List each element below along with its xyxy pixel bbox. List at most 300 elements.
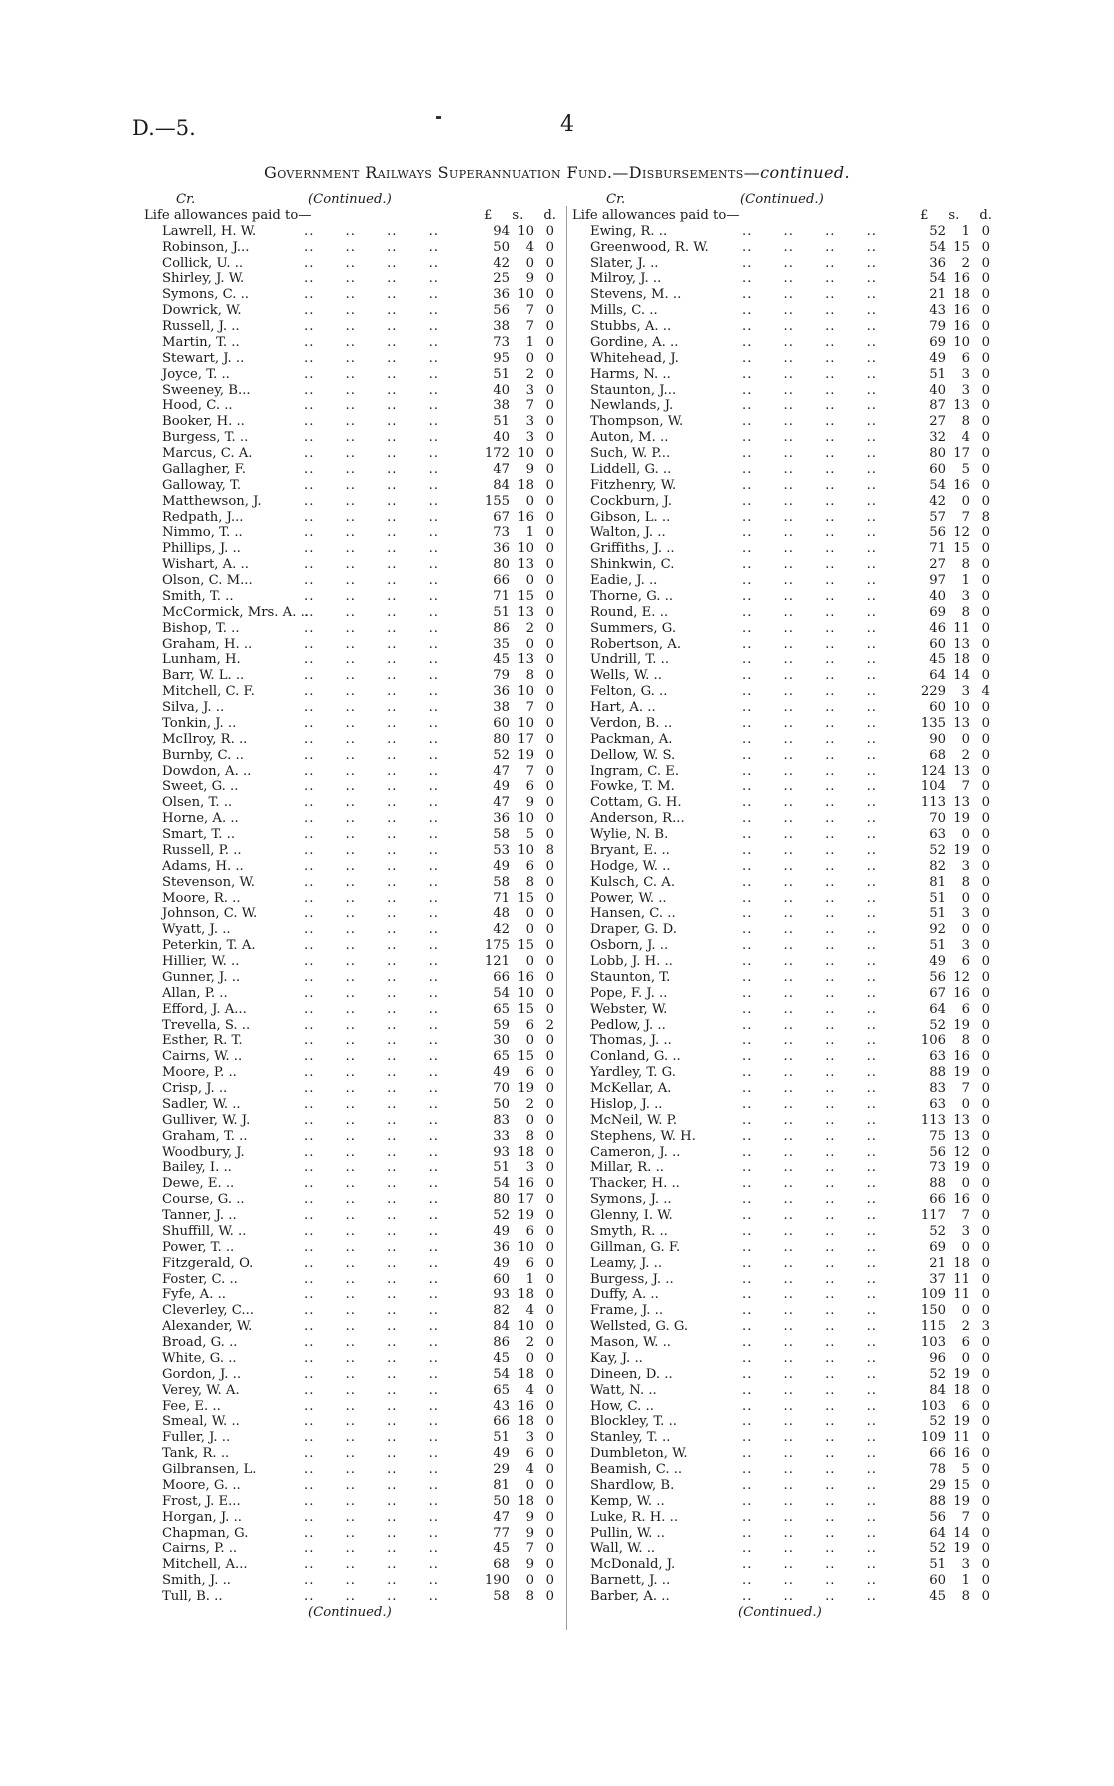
- payee-name: Barr, W. L. ..: [162, 668, 245, 684]
- leader-dots: .. .. .. ..: [304, 1065, 439, 1081]
- title-continued: continued.: [760, 163, 850, 182]
- table-row: [144, 1160, 564, 1176]
- allowance-list: [572, 224, 996, 1605]
- amount-pounds: 80: [929, 446, 946, 461]
- table-row: [572, 1430, 996, 1446]
- amount-pence: 0: [545, 446, 554, 461]
- amount-pence: 0: [545, 715, 554, 731]
- leader-dots: .. .. .. ..: [304, 938, 439, 954]
- amount-pounds: 80: [493, 731, 510, 747]
- amount-pence: 2: [545, 1017, 554, 1033]
- leader-dots: .. .. .. ..: [742, 1128, 877, 1144]
- amount-shillings: 16: [953, 303, 970, 319]
- table-row: [144, 811, 564, 827]
- amount-pounds: 86: [493, 1335, 510, 1350]
- amount-shillings: 15: [517, 890, 534, 906]
- amount-pounds: 87: [929, 398, 946, 414]
- table-row: [144, 891, 564, 907]
- amount-pence: 0: [545, 1589, 554, 1604]
- leader-dots: .. .. .. ..: [742, 398, 877, 414]
- table-row: [144, 1018, 564, 1034]
- table-row: [144, 1081, 564, 1097]
- table-row: [144, 462, 564, 478]
- leader-dots: .. .. .. ..: [304, 763, 439, 779]
- amount-pence: 0: [545, 493, 554, 509]
- payee-name: Verey, W. A.: [162, 1382, 240, 1398]
- payee-name: Olson, C. M...: [162, 573, 253, 588]
- table-row: [572, 462, 996, 478]
- amount-pounds: 51: [929, 938, 946, 954]
- table-row: [144, 573, 564, 589]
- payee-name: Mitchell, C. F.: [162, 684, 255, 700]
- amount-pounds: 69: [929, 1239, 946, 1255]
- amount-pounds: 36: [929, 255, 946, 271]
- leader-dots: .. .. .. ..: [742, 1303, 877, 1319]
- payee-name: Pedlow, J. ..: [590, 1017, 666, 1033]
- amount-shillings: 0: [525, 922, 534, 938]
- payee-name: Graham, H. ..: [162, 636, 253, 652]
- amount-shillings: 6: [525, 779, 534, 795]
- table-row: [572, 684, 996, 700]
- amount-shillings: 2: [525, 1335, 534, 1350]
- amount-shillings: 18: [517, 1493, 534, 1509]
- amount-pounds: 121: [484, 954, 510, 969]
- leader-dots: .. .. .. ..: [304, 1017, 439, 1033]
- table-row: [144, 1065, 564, 1081]
- payee-name: Gulliver, W. J.: [162, 1112, 251, 1128]
- table-row: [144, 621, 564, 637]
- leader-dots: .. .. .. ..: [304, 1462, 439, 1477]
- payee-name: Gunner, J. ..: [162, 969, 241, 985]
- table-row: [572, 1081, 996, 1097]
- amount-pounds: 40: [493, 430, 510, 446]
- payee-name: Course, G. ..: [162, 1192, 245, 1208]
- leader-dots: .. .. .. ..: [304, 811, 439, 827]
- amount-pounds: 38: [493, 398, 510, 414]
- table-row: [144, 1272, 564, 1288]
- continued-footer: (Continued.): [308, 1604, 392, 1620]
- amount-shillings: 7: [525, 319, 534, 334]
- amount-pence: 0: [981, 1128, 990, 1144]
- table-row: [572, 1303, 996, 1319]
- table-row: [144, 716, 564, 732]
- amount-shillings: 19: [517, 747, 534, 763]
- table-row: [144, 1462, 564, 1478]
- continued-label: (Continued.): [308, 192, 392, 207]
- leader-dots: .. .. .. ..: [742, 1239, 877, 1255]
- leader-dots: .. .. .. ..: [304, 1128, 439, 1144]
- leader-dots: .. .. .. ..: [304, 239, 439, 255]
- payee-name: Horgan, J. ..: [162, 1509, 242, 1525]
- amount-pounds: 40: [493, 382, 510, 398]
- leader-dots: .. .. .. ..: [742, 811, 877, 827]
- amount-pounds: 42: [929, 493, 946, 509]
- table-row: [144, 637, 564, 653]
- leader-dots: .. .. .. ..: [304, 1096, 439, 1112]
- amount-pence: 0: [545, 1319, 554, 1335]
- table-row: [572, 1160, 996, 1176]
- amount-pence: 0: [981, 223, 990, 239]
- amount-pounds: 64: [929, 1001, 946, 1017]
- table-row: [144, 446, 564, 462]
- leader-dots: .. .. .. ..: [742, 1049, 877, 1065]
- payee-name: Frost, J. E...: [162, 1493, 241, 1509]
- amount-shillings: 19: [953, 1065, 970, 1081]
- amount-pence: 0: [545, 1239, 554, 1255]
- payee-name: Stubbs, A. ..: [590, 319, 672, 334]
- payee-name: Kulsch, C. A.: [590, 874, 676, 890]
- table-row: [144, 335, 564, 351]
- amount-pence: 0: [545, 652, 554, 668]
- amount-pence: 0: [981, 1081, 990, 1096]
- leader-dots: .. .. .. ..: [304, 906, 439, 922]
- amount-shillings: 0: [525, 1033, 534, 1049]
- table-row: [144, 510, 564, 526]
- amount-pence: 0: [545, 811, 554, 827]
- amount-shillings: 13: [517, 652, 534, 668]
- payee-name: Bishop, T. ..: [162, 620, 240, 636]
- amount-pounds: 43: [493, 1398, 510, 1414]
- leader-dots: .. .. .. ..: [742, 1382, 877, 1398]
- payee-name: Wyatt, J. ..: [162, 922, 231, 938]
- amount-pence: 0: [981, 604, 990, 620]
- section-header: [144, 208, 564, 224]
- amount-pence: 0: [981, 1303, 990, 1319]
- amount-pence: 0: [545, 1065, 554, 1081]
- payee-name: Stephens, W. H.: [590, 1128, 696, 1144]
- leader-dots: .. .. .. ..: [742, 890, 877, 906]
- payee-name: Sadler, W. ..: [162, 1096, 241, 1112]
- table-row: [572, 922, 996, 938]
- amount-pounds: 36: [493, 541, 510, 557]
- amount-pounds: 83: [493, 1112, 510, 1128]
- table-row: [144, 557, 564, 573]
- payee-name: Johnson, C. W.: [162, 906, 258, 922]
- payee-name: Milroy, J. ..: [590, 271, 662, 287]
- leader-dots: .. .. .. ..: [304, 1239, 439, 1255]
- amount-shillings: 19: [953, 1017, 970, 1033]
- amount-pence: 0: [981, 1382, 990, 1398]
- amount-pence: 0: [545, 1382, 554, 1398]
- amount-pounds: 52: [929, 1223, 946, 1239]
- table-row: [572, 525, 996, 541]
- table-row: [144, 383, 564, 399]
- amount-pounds: 50: [493, 1493, 510, 1509]
- amount-pence: 0: [981, 874, 990, 890]
- payee-name: Joyce, T. ..: [162, 366, 230, 382]
- amount-shillings: 12: [953, 1144, 970, 1160]
- amount-pence: 0: [545, 620, 554, 636]
- amount-pence: 0: [545, 414, 554, 430]
- amount-shillings: 1: [961, 223, 970, 239]
- amount-shillings: 1: [525, 334, 534, 350]
- leader-dots: .. .. .. ..: [304, 287, 439, 303]
- payee-name: Booker, H. ..: [162, 414, 245, 430]
- currency-header: [484, 208, 556, 224]
- table-row: [144, 1097, 564, 1113]
- amount-pence: 0: [981, 525, 990, 541]
- amount-pounds: 47: [493, 1509, 510, 1525]
- amount-pounds: 88: [929, 1493, 946, 1509]
- amount-pence: 0: [981, 446, 990, 461]
- amount-shillings: 6: [961, 350, 970, 366]
- amount-shillings: 3: [961, 588, 970, 604]
- amount-pounds: 54: [929, 477, 946, 493]
- amount-pence: 0: [981, 668, 990, 684]
- payee-name: Gibson, L. ..: [590, 509, 671, 525]
- amount-pounds: 79: [493, 668, 510, 684]
- table-row: [572, 1256, 996, 1272]
- amount-shillings: 1: [961, 1573, 970, 1589]
- table-row: [144, 1256, 564, 1272]
- table-row: [144, 287, 564, 303]
- leader-dots: .. .. .. ..: [742, 604, 877, 620]
- amount-pounds: 45: [493, 1541, 510, 1557]
- amount-pounds: 71: [929, 541, 946, 557]
- amount-pounds: 109: [920, 1287, 946, 1303]
- amount-shillings: 16: [953, 271, 970, 287]
- leader-dots: .. .. .. ..: [304, 795, 439, 811]
- amount-pounds: 46: [929, 620, 946, 636]
- table-row: [572, 1192, 996, 1208]
- table-row: [572, 1399, 996, 1415]
- amount-pence: 0: [545, 969, 554, 985]
- amount-pence: 0: [545, 303, 554, 319]
- amount-pounds: 21: [929, 1255, 946, 1271]
- payee-name: Blockley, T. ..: [590, 1414, 677, 1430]
- table-row: [144, 414, 564, 430]
- pounds-header: £: [484, 207, 493, 223]
- payee-name: Gallagher, F.: [162, 461, 246, 477]
- amount-pounds: 104: [920, 779, 946, 795]
- amount-pence: 0: [981, 1589, 990, 1604]
- table-row: [572, 1526, 996, 1542]
- leader-dots: .. .. .. ..: [304, 1414, 439, 1430]
- leader-dots: .. .. .. ..: [742, 1366, 877, 1382]
- payee-name: Collick, U. ..: [162, 255, 244, 271]
- amount-pounds: 32: [929, 430, 946, 446]
- amount-pence: 0: [545, 858, 554, 874]
- leader-dots: .. .. .. ..: [304, 700, 439, 715]
- table-row: [144, 922, 564, 938]
- payee-name: Cockburn, J.: [590, 493, 672, 509]
- leader-dots: .. .. .. ..: [304, 319, 439, 334]
- table-row: [144, 1557, 564, 1573]
- amount-pence: 0: [545, 747, 554, 763]
- amount-pounds: 60: [493, 1271, 510, 1287]
- leader-dots: .. .. .. ..: [742, 1541, 877, 1557]
- leader-dots: .. .. .. ..: [742, 1255, 877, 1271]
- leader-dots: .. .. .. ..: [304, 636, 439, 652]
- amount-pence: 0: [545, 1573, 554, 1589]
- payee-name: Pullin, W. ..: [590, 1525, 665, 1541]
- table-row: [144, 1303, 564, 1319]
- amount-pounds: 36: [493, 1239, 510, 1255]
- amount-pence: 0: [981, 1573, 990, 1589]
- leader-dots: .. .. .. ..: [304, 604, 439, 620]
- amount-pence: 0: [545, 1303, 554, 1319]
- payee-name: Phillips, J. ..: [162, 541, 241, 557]
- amount-shillings: 0: [525, 1112, 534, 1128]
- table-row: [572, 954, 996, 970]
- table-row: [144, 430, 564, 446]
- amount-pounds: 82: [493, 1303, 510, 1319]
- table-row: [572, 827, 996, 843]
- amount-shillings: 0: [525, 493, 534, 509]
- table-row: [572, 986, 996, 1002]
- table-row: [144, 732, 564, 748]
- table-row: [144, 367, 564, 383]
- amount-pence: 0: [545, 985, 554, 1001]
- amount-pounds: 71: [493, 588, 510, 604]
- leader-dots: .. .. .. ..: [742, 1446, 877, 1462]
- leader-dots: .. .. .. ..: [304, 620, 439, 636]
- amount-pence: 0: [545, 255, 554, 271]
- amount-pence: 0: [981, 954, 990, 969]
- amount-shillings: 3: [961, 1223, 970, 1239]
- payee-name: Smith, J. ..: [162, 1573, 231, 1589]
- payee-name: Auton, M. ..: [590, 430, 669, 446]
- amount-pence: 0: [545, 938, 554, 954]
- amount-pounds: 53: [493, 842, 510, 858]
- table-row: [572, 970, 996, 986]
- amount-shillings: 1: [525, 525, 534, 541]
- amount-pounds: 84: [929, 1382, 946, 1398]
- amount-pence: 0: [545, 1049, 554, 1065]
- amount-shillings: 15: [953, 239, 970, 255]
- amount-shillings: 16: [953, 1049, 970, 1065]
- amount-pounds: 49: [493, 1446, 510, 1462]
- amount-pence: 0: [981, 1477, 990, 1493]
- payee-name: McIlroy, R. ..: [162, 731, 248, 747]
- amount-shillings: 10: [517, 985, 534, 1001]
- payee-name: Tull, B. ..: [162, 1589, 223, 1604]
- leader-dots: .. .. .. ..: [742, 1525, 877, 1541]
- payee-name: Hart, A. ..: [590, 700, 656, 715]
- table-row: [572, 1589, 996, 1605]
- leader-dots: .. .. .. ..: [742, 1271, 877, 1287]
- table-row: [572, 1033, 996, 1049]
- table-row: [572, 1319, 996, 1335]
- payee-name: Graham, T. ..: [162, 1128, 248, 1144]
- leader-dots: .. .. .. ..: [304, 985, 439, 1001]
- leader-dots: .. .. .. ..: [742, 1430, 877, 1446]
- amount-shillings: 11: [953, 620, 970, 636]
- payee-name: Burgess, J. ..: [590, 1271, 674, 1287]
- amount-shillings: 10: [517, 446, 534, 461]
- amount-pounds: 52: [929, 1541, 946, 1557]
- leader-dots: .. .. .. ..: [742, 874, 877, 890]
- leader-dots: .. .. .. ..: [742, 827, 877, 842]
- amount-pence: 0: [545, 223, 554, 239]
- table-row: [572, 906, 996, 922]
- amount-pounds: 54: [493, 1176, 510, 1192]
- leader-dots: .. .. .. ..: [742, 1573, 877, 1589]
- payee-name: Slater, J. ..: [590, 255, 659, 271]
- amount-pence: 0: [545, 874, 554, 890]
- leader-dots: .. .. .. ..: [304, 1160, 439, 1176]
- amount-pounds: 29: [493, 1462, 510, 1477]
- payee-name: Wall, W. ..: [590, 1541, 656, 1557]
- payee-name: Whitehead, J.: [590, 350, 679, 366]
- leader-dots: .. .. .. ..: [304, 1049, 439, 1065]
- leader-dots: .. .. .. ..: [304, 1477, 439, 1493]
- amount-shillings: 12: [953, 525, 970, 541]
- amount-pence: 0: [545, 700, 554, 715]
- amount-shillings: 2: [961, 747, 970, 763]
- leader-dots: .. .. .. ..: [742, 557, 877, 573]
- page-title: [0, 163, 1114, 182]
- amount-shillings: 5: [961, 461, 970, 477]
- amount-pounds: 49: [929, 954, 946, 969]
- leader-dots: .. .. .. ..: [304, 652, 439, 668]
- leader-dots: .. .. .. ..: [304, 954, 439, 969]
- table-row: [572, 1176, 996, 1192]
- amount-pence: 0: [545, 1335, 554, 1350]
- table-row: [572, 1510, 996, 1526]
- amount-shillings: 7: [961, 779, 970, 795]
- amount-shillings: 0: [525, 1573, 534, 1589]
- amount-pounds: 77: [493, 1525, 510, 1541]
- amount-pounds: 51: [929, 906, 946, 922]
- table-row: [144, 938, 564, 954]
- leader-dots: .. .. .. ..: [742, 779, 877, 795]
- table-row: [572, 891, 996, 907]
- amount-pounds: 67: [929, 985, 946, 1001]
- amount-shillings: 19: [953, 1414, 970, 1430]
- amount-pence: 0: [545, 1477, 554, 1493]
- payee-name: Smith, T. ..: [162, 588, 234, 604]
- payee-name: Fitzgerald, O.: [162, 1255, 254, 1271]
- leader-dots: .. .. .. ..: [304, 588, 439, 604]
- amount-pounds: 60: [493, 715, 510, 731]
- table-row: [144, 1351, 564, 1367]
- amount-shillings: 15: [953, 541, 970, 557]
- amount-shillings: 13: [953, 1128, 970, 1144]
- amount-shillings: 9: [525, 1525, 534, 1541]
- leader-dots: .. .. .. ..: [304, 350, 439, 366]
- payee-name: Mitchell, A...: [162, 1557, 248, 1573]
- table-row: [572, 1383, 996, 1399]
- amount-pounds: 66: [929, 1192, 946, 1208]
- leader-dots: .. .. .. ..: [742, 1223, 877, 1239]
- table-row: [572, 1446, 996, 1462]
- amount-pounds: 66: [929, 1446, 946, 1462]
- payee-name: Pope, F. J. ..: [590, 985, 668, 1001]
- payee-name: Symons, J. ..: [590, 1192, 672, 1208]
- amount-pence: 0: [981, 1017, 990, 1033]
- table-row: [144, 589, 564, 605]
- leader-dots: .. .. .. ..: [742, 446, 877, 461]
- leader-dots: .. .. .. ..: [304, 1033, 439, 1049]
- amount-pence: 0: [981, 461, 990, 477]
- amount-pounds: 51: [493, 366, 510, 382]
- leader-dots: .. .. .. ..: [742, 430, 877, 446]
- payee-name: Gordon, J. ..: [162, 1366, 242, 1382]
- table-row: [144, 827, 564, 843]
- amount-pounds: 70: [493, 1081, 510, 1096]
- leader-dots: .. .. .. ..: [742, 1350, 877, 1366]
- leader-dots: .. .. .. ..: [304, 874, 439, 890]
- amount-pounds: 64: [929, 668, 946, 684]
- amount-pounds: 63: [929, 1096, 946, 1112]
- amount-pounds: 25: [493, 271, 510, 287]
- leader-dots: .. .. .. ..: [742, 223, 877, 239]
- amount-pence: 0: [981, 1366, 990, 1382]
- payee-name: Dowrick, W.: [162, 303, 242, 319]
- leader-dots: .. .. .. ..: [742, 287, 877, 303]
- table-row: [572, 541, 996, 557]
